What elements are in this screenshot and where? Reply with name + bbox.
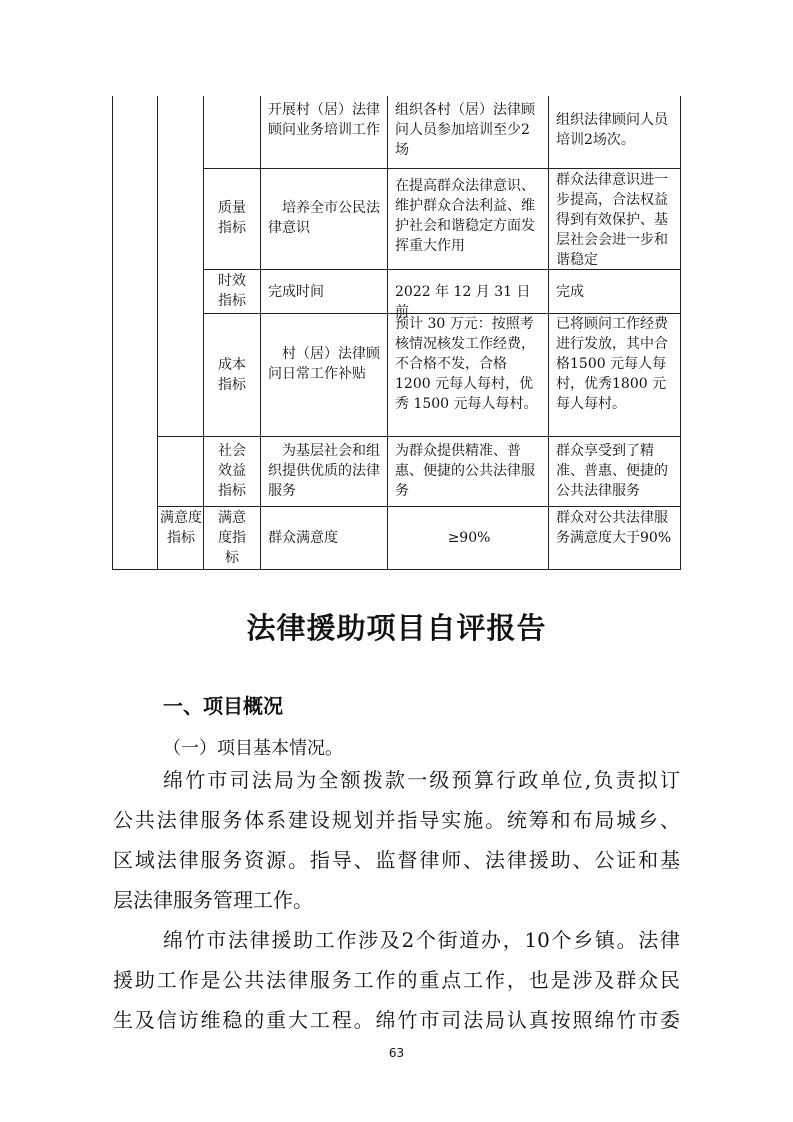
table-cell-content: 村（居）法律顾问日常工作补贴 [268, 346, 380, 382]
table-cell-target: 在提高群众法律意识、维护群众合法利益、维护社会和谐稳定方面发挥重大作用 [395, 178, 535, 254]
table-cell-actual: 完成 [556, 284, 584, 300]
table-cell-target: 2022 年 12 月 31 日前 [395, 284, 531, 320]
table-border [157, 506, 681, 507]
table-border [260, 96, 261, 569]
table-border [203, 168, 681, 169]
table-cell-indicator: 社会效益指标 [218, 443, 246, 499]
table-cell-target: 组织各村（居）法律顾问人员参加培训至少2场 [395, 102, 535, 158]
table-cell-indicator: 质量指标 [218, 200, 246, 236]
table-cell-actual: 群众享受到了精准、普惠、便捷的公共法律服务 [556, 443, 668, 499]
subsection-heading: （一）项目基本情况。 [163, 738, 343, 759]
table-cell-content: 完成时间 [268, 284, 324, 300]
report-title: 法律援助项目自评报告 [246, 611, 547, 645]
paragraph-line: 生及信访维稳的重大工程。绵竹市司法局认真按照绵竹市委 [113, 1008, 680, 1032]
paragraph-line: 层法律服务管理工作。 [113, 888, 313, 912]
table-cell-actual: 群众法律意识进一步提高，合法权益得到有效保护、基层社会会进一步和谐稳定 [556, 172, 668, 268]
paragraph-line: 公共法律服务体系建设规划并指导实施。统筹和布局城乡、 [113, 808, 680, 832]
table-cell-content: 开展村（居）法律顾问业务培训工作 [268, 102, 380, 138]
table-border [157, 436, 681, 437]
paragraph-line: 区域法律服务资源。指导、监督律师、法律援助、公证和基 [113, 848, 680, 872]
table-cell-actual: 已将顾问工作经费进行发放，其中合格1500 元每人每村，优秀1800 元每人每村。 [556, 316, 668, 412]
paragraph-line: 援助工作是公共法律服务工作的重点工作，也是涉及群众民 [113, 968, 680, 992]
table-cell-target: ≥90% [447, 530, 491, 546]
table-cell-actual: 组织法律顾问人员培训2场次。 [556, 112, 668, 148]
table-border [203, 96, 204, 569]
table-cell-actual: 群众对公共法律服务满意度大于90% [556, 510, 672, 546]
table-cell-target: 为群众提供精准、普惠、便捷的公共法律服务 [395, 443, 535, 499]
table-cell-category: 满意度指标 [160, 510, 202, 546]
table-border [548, 96, 549, 569]
paragraph-line: 绵竹市法律援助工作涉及2个街道办，10个乡镇。法律 [163, 928, 680, 952]
page-number: 63 [388, 1046, 405, 1060]
table-cell-indicator: 成本指标 [218, 357, 246, 393]
table-border [157, 96, 158, 569]
table-cell-indicator: 满意度指标 [218, 510, 246, 566]
table-border [112, 96, 113, 569]
section-heading: 一、项目概况 [163, 694, 283, 718]
table-cell-indicator: 时效指标 [218, 273, 246, 309]
table-cell-target: 预计 30 万元：按照考核情况核发工作经费，不合格不发，合格 1200 元每人每村，优秀 1500 元每人每村。 [395, 316, 538, 412]
table-cell-content: 为基层社会和组织提供优质的法律服务 [268, 443, 380, 499]
table-border [112, 569, 681, 570]
table-border [680, 96, 681, 569]
table-cell-content: 培养全市公民法律意识 [268, 200, 380, 236]
table-border [387, 96, 388, 569]
table-cell-content: 群众满意度 [268, 530, 338, 546]
paragraph-line: 绵竹市司法局为全额拨款一级预算行政单位,负责拟订 [163, 768, 680, 792]
